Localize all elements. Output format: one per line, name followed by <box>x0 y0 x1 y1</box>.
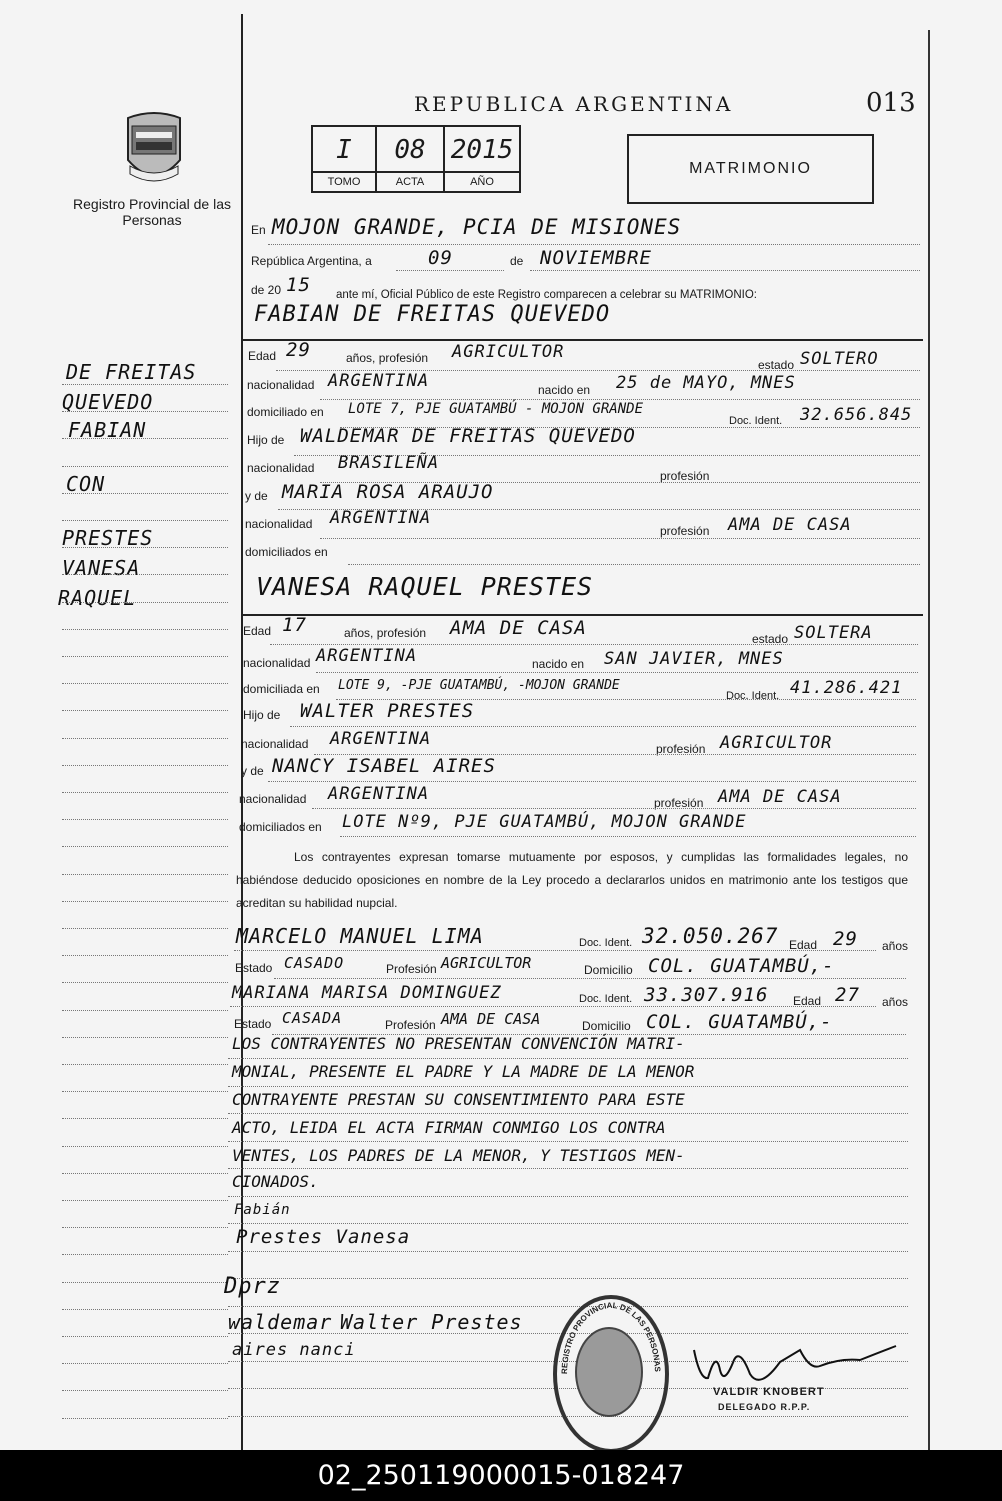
margin-line <box>62 1418 228 1419</box>
groom-line-7 <box>320 538 920 539</box>
groom-nacido-label: nacido en <box>538 383 591 397</box>
bride-hijo-label: Hijo de <box>243 708 281 722</box>
official-title: DELEGADO R.P.P. <box>718 1402 811 1412</box>
place-value: MOJON GRANDE, PCIA DE MISIONES <box>272 215 682 239</box>
margin-line <box>62 982 228 983</box>
witness1-edad-label: Edad <box>789 938 818 952</box>
document-id-bar: 02_250119000015-018247 <box>0 1450 1002 1501</box>
margin-line <box>62 1282 228 1283</box>
signature-groom: Fabián <box>234 1202 291 1218</box>
note-line: LOS CONTRAYENTES NO PRESENTAN CONVENCIÓN MATRI- <box>232 1034 685 1053</box>
margin-name-line-3: FABIAN <box>68 418 147 442</box>
bride-line-1 <box>270 644 918 645</box>
official-seal <box>553 1295 669 1453</box>
bride-padre: WALTER PRESTES <box>300 700 475 722</box>
bride-line-2 <box>316 672 918 673</box>
anio-label: AÑO <box>470 176 494 188</box>
margin-line <box>62 438 228 439</box>
margin-line <box>62 874 228 875</box>
note-line: ACTO, LEIDA EL ACTA FIRMAN CONMIGO LOS CONTRA <box>232 1118 666 1137</box>
groom-nacionalidad: ARGENTINA <box>328 371 430 391</box>
note-line: VENTES, LOS PADRES DE LA MENOR, Y TESTIGOS MEN- <box>232 1146 685 1165</box>
groom-edad: 29 <box>286 339 311 361</box>
groom-padre: WALDEMAR DE FREITAS QUEVEDO <box>300 425 636 447</box>
margin-line <box>62 1037 228 1038</box>
bride-edad-label: Edad <box>243 624 272 638</box>
witness1-doc: 32.050.267 <box>642 924 779 948</box>
witness1-edad: 29 <box>833 928 858 950</box>
witness1-anos: años <box>882 939 909 953</box>
body-line <box>228 1058 908 1059</box>
bride-anos-label: años, profesión <box>344 626 427 640</box>
margin-line <box>62 1010 228 1011</box>
margin-line <box>62 738 228 739</box>
groom-doc-label: Doc. Ident. <box>729 415 783 427</box>
groom-madre-nac-label: nacionalidad <box>245 517 313 531</box>
margin-line <box>62 547 228 548</box>
bride-madre-nac-label: nacionalidad <box>239 792 307 806</box>
bride-nac-label: nacionalidad <box>243 656 311 670</box>
body-line <box>228 1278 908 1279</box>
margin-name-line-6: RAQUEL <box>58 586 137 610</box>
margin-line <box>62 629 228 630</box>
anio-value: 2015 <box>445 127 519 173</box>
tomo-value: I <box>313 127 375 173</box>
margin-line <box>62 1200 228 1201</box>
margin-line <box>62 574 228 575</box>
registry-name: Registro Provincial de las Personas <box>73 196 231 228</box>
bride-doms-label: domiciliados en <box>239 820 322 834</box>
signature-nanci: aires nanci <box>232 1340 356 1360</box>
month-line <box>530 270 920 271</box>
intro-text: ante mí, Oficial Público de este Registro comparecen a celebrar su MATRIMONIO: <box>336 289 757 301</box>
margin-line <box>62 792 228 793</box>
bride-nacionalidad: ARGENTINA <box>316 646 418 666</box>
en-label: En <box>251 223 266 237</box>
register-box <box>311 125 521 193</box>
margin-name-line-5: VANESA <box>62 556 141 580</box>
groom-estado-label: estado <box>758 358 795 372</box>
seal-text: REGISTRO PROVINCIAL DE LAS PERSONAS <box>559 1300 663 1375</box>
bride-line-8 <box>340 836 916 837</box>
signature-bride: Prestes Vanesa <box>236 1226 411 1248</box>
acta-value: 08 <box>377 127 443 173</box>
witness2-anos: años <box>882 995 909 1009</box>
witness1-estado-label: Estado <box>235 961 273 975</box>
witness1-prof-label: Profesión <box>386 962 437 976</box>
witness2-edad-label: Edad <box>793 994 822 1008</box>
groom-profesion: AGRICULTOR <box>452 342 565 362</box>
de-label: de <box>510 254 524 268</box>
groom-anos-label: años, profesión <box>346 351 429 365</box>
margin-line <box>62 1091 228 1092</box>
margin-line <box>62 384 228 385</box>
witness2-profesion: AMA DE CASA <box>441 1010 541 1028</box>
groom-name: FABIAN DE FREITAS QUEVEDO <box>254 302 611 327</box>
witness1-name: MARCELO MANUEL LIMA <box>236 924 484 948</box>
witness1-line-2 <box>274 978 906 979</box>
margin-line <box>62 765 228 766</box>
note-line: CONTRAYENTE PRESTAN SU CONSENTIMIENTO PARA ESTE <box>232 1090 685 1109</box>
witness1-dom-label: Domicilio <box>584 963 633 977</box>
signature-waldemar: waldemar <box>228 1310 333 1334</box>
bride-padre-prof: AGRICULTOR <box>720 733 833 753</box>
groom-edad-label: Edad <box>248 349 277 363</box>
anio-cell <box>445 127 519 191</box>
groom-dom-label: domiciliado en <box>247 405 324 419</box>
province-logo <box>122 110 186 186</box>
note-line: CIONADOS. <box>232 1172 319 1191</box>
bride-padre-prof-label: profesión <box>656 742 706 756</box>
tomo-cell <box>313 127 377 191</box>
margin-con: CON <box>66 472 106 496</box>
acta-label: ACTA <box>395 176 425 188</box>
margin-name-line-2: QUEVEDO <box>62 390 154 414</box>
groom-yde-label: y de <box>245 489 268 503</box>
margin-line <box>62 683 228 684</box>
body-line <box>228 1113 908 1114</box>
bride-padre-nac-label: nacionalidad <box>241 737 309 751</box>
seal-emblem <box>575 1327 643 1417</box>
body-line <box>228 1168 908 1169</box>
witness2-line-1 <box>230 1006 876 1007</box>
note-line: MONIAL, PRESENTE EL PADRE Y LA MADRE DE LA MENOR <box>232 1062 695 1081</box>
margin-line <box>62 1227 228 1228</box>
bride-nacido: SAN JAVIER, MNES <box>604 649 784 669</box>
margin-line <box>62 928 228 929</box>
groom-nac-label: nacionalidad <box>247 378 315 392</box>
bride-separator <box>243 614 923 616</box>
bride-estado-label: estado <box>752 632 789 646</box>
margin-line <box>62 819 228 820</box>
margin-line <box>62 1173 228 1174</box>
margin-line <box>62 493 228 494</box>
witness1-profesion: AGRICULTOR <box>441 954 532 972</box>
bride-nacido-label: nacido en <box>532 657 585 671</box>
body-line <box>228 1141 908 1142</box>
witness1-line-1 <box>234 950 876 951</box>
month-value: NOVIEMBRE <box>540 247 652 269</box>
witness2-dom-label: Domicilio <box>582 1019 631 1033</box>
body-line <box>228 1196 908 1197</box>
witness2-prof-label: Profesión <box>385 1018 436 1032</box>
year-suffix: 15 <box>286 274 311 296</box>
right-border-line <box>928 30 930 1450</box>
witness2-doc: 33.307.916 <box>644 984 769 1006</box>
bride-name: VANESA RAQUEL PRESTES <box>256 572 594 601</box>
body-line <box>228 1251 908 1252</box>
margin-line <box>62 1118 228 1119</box>
witness2-edad: 27 <box>835 984 860 1006</box>
margin-line <box>62 1363 228 1364</box>
groom-madre: MARIA ROSA ARAUJO <box>282 481 494 503</box>
bride-madre-prof-label: profesión <box>654 796 704 810</box>
bride-domicilio: LOTE 9, -PJE GUATAMBÚ, -MOJON GRANDE <box>338 678 620 693</box>
margin-name-line-4: PRESTES <box>62 526 154 550</box>
signature-witness-1: Dprz <box>224 1274 281 1299</box>
acta-cell <box>377 127 445 191</box>
place-line <box>268 244 920 245</box>
bride-profesion: AMA DE CASA <box>450 617 587 639</box>
official-signature <box>690 1340 910 1390</box>
matrimonio-box: MATRIMONIO <box>627 134 874 204</box>
groom-nacido: 25 de MAYO, MNES <box>616 373 796 393</box>
margin-line <box>62 1254 228 1255</box>
witness1-estado: CASADO <box>284 954 345 972</box>
margin-line <box>62 466 228 467</box>
margin-line <box>62 901 228 902</box>
margin-line <box>62 1146 228 1147</box>
margin-line <box>62 710 228 711</box>
margin-line <box>62 520 228 521</box>
margin-line <box>62 602 228 603</box>
bride-doc-label: Doc. Ident. <box>726 690 780 702</box>
year-prefix: de 20 <box>251 283 282 297</box>
witness2-estado: CASADA <box>282 1009 343 1027</box>
bride-madre-prof: AMA DE CASA <box>718 787 842 807</box>
margin-line <box>62 1390 228 1391</box>
body-line <box>228 1086 908 1087</box>
witness2-doc-label: Doc. Ident. <box>579 993 633 1005</box>
margin-line <box>62 846 228 847</box>
margin-line <box>62 955 228 956</box>
groom-padre-prof-label: profesión <box>660 469 710 483</box>
bride-madre-nac: ARGENTINA <box>328 784 430 804</box>
bride-line-4 <box>290 726 916 727</box>
groom-estado: SOLTERO <box>800 349 879 369</box>
margin-line <box>62 656 228 657</box>
bride-doc: 41.286.421 <box>790 678 903 698</box>
groom-line-8 <box>348 564 920 565</box>
witness1-doc-label: Doc. Ident. <box>579 937 633 949</box>
signature-walter: Walter Prestes <box>340 1310 523 1334</box>
groom-line-2 <box>320 399 920 400</box>
witness2-name: MARIANA MARISA DOMINGUEZ <box>232 983 502 1003</box>
margin-line <box>62 1309 228 1310</box>
witness2-estado-label: Estado <box>234 1017 272 1031</box>
margin-line <box>62 411 228 412</box>
groom-hijo-label: Hijo de <box>247 433 285 447</box>
groom-doc: 32.656.845 <box>800 405 913 425</box>
bride-dom-label: domiciliada en <box>243 682 320 696</box>
bride-edad: 17 <box>282 614 307 636</box>
tomo-label: TOMO <box>327 176 361 188</box>
groom-madre-prof-label: profesión <box>660 524 710 538</box>
body-line <box>228 1223 908 1224</box>
bride-madre: NANCY ISABEL AIRES <box>272 755 496 777</box>
official-name: VALDIR KNOBERT <box>713 1386 825 1398</box>
bride-line-6 <box>268 781 916 782</box>
page-number: 013 <box>866 88 916 118</box>
page-title: REPUBLICA ARGENTINA <box>414 92 734 116</box>
witness2-domicilio: COL. GUATAMBÚ,- <box>646 1011 833 1033</box>
margin-name-line-1: DE FREITAS <box>66 360 197 384</box>
margin-line <box>62 1064 228 1065</box>
groom-separator <box>243 339 923 341</box>
bride-line-7 <box>312 808 916 809</box>
groom-padre-nac: BRASILEÑA <box>338 453 440 473</box>
margin-line <box>62 1336 228 1337</box>
bride-yde-label: y de <box>241 764 264 778</box>
groom-domicilio: LOTE 7, PJE GUATAMBÚ - MOJON GRANDE <box>348 401 644 417</box>
bride-padres-dom: LOTE Nº9, PJE GUATAMBÚ, MOJON GRANDE <box>342 812 747 832</box>
groom-padre-nac-label: nacionalidad <box>247 461 315 475</box>
day-line <box>396 270 504 271</box>
groom-doms-label: domiciliados en <box>245 545 328 559</box>
witness1-domicilio: COL. GUATAMBÚ,- <box>648 955 835 977</box>
bride-padre-nac: ARGENTINA <box>330 729 432 749</box>
day-value: 09 <box>428 247 453 269</box>
groom-madre-prof: AMA DE CASA <box>728 515 852 535</box>
republica-label: República Argentina, a <box>251 254 372 268</box>
groom-madre-nac: ARGENTINA <box>330 508 432 528</box>
declaration-text: Los contrayentes expresan tomarse mutuamente por esposos, y cumplidas las formalidades legales, no habiéndose deducido oposiciones en nombre de la Ley procedo a declararlos unidos en matrimonio ante los testigos que acreditan su habilidad nupcial. <box>236 850 908 910</box>
bride-estado: SOLTERA <box>794 623 873 643</box>
